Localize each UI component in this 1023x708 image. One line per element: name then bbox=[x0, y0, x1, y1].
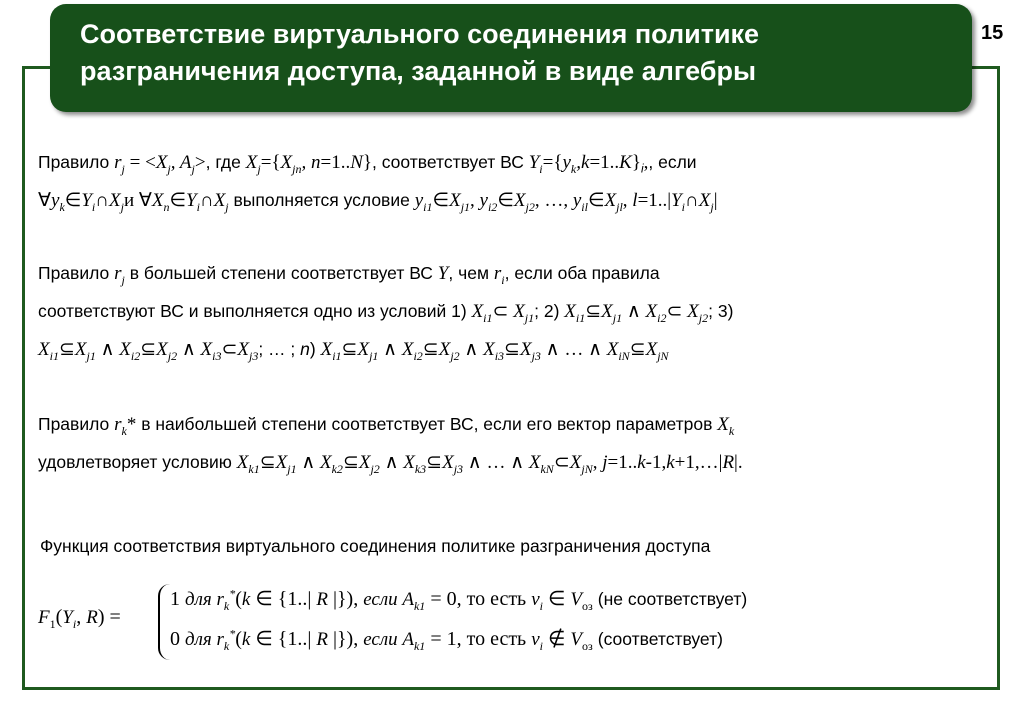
function-label: Функция соответствия виртуального соединения политике разграничения доступа bbox=[40, 536, 711, 556]
formula-case-1: 1 для $r_k^*(k$ ∈ {1..| R |}), если $A_{k1} = 0$, то есть $v_i$ ∈ $V_{оз}$ (не соответствует) bbox=[170, 586, 748, 613]
rule3-line1: Правило $r_k*$ в наибольшей степени соответствует ВС, если его вектор параметров $X_k$ bbox=[38, 414, 735, 438]
rule2-line3: $X_{i1}⊆X_{j1}$ ∧ $X_{i2}⊆X_{j2}$ ∧ $X_{i3}\subset X_{j3}$; … ; n) $X_{i1}⊆X_{j1}$ ∧ $X_{i2}⊆X_{j2}$ ∧ $X_{i3}⊆X_{j3}$ ∧ … ∧ $X_{iN}⊆X_{jN}$ bbox=[38, 339, 669, 363]
slide-title: Соответствие виртуального соединения политике разграничения доступа, заданной в виде алгебры bbox=[80, 19, 760, 86]
formula-lhs: $F_1(Y_i$, R) = bbox=[38, 606, 121, 631]
rule1-line1: Правило $r_j = <X_j$, $A_j>$, где $X_j=\{X_{jn}$, n=1..N}, соответствует ВС $Y_i=\{y_k,k=1..K\}_i$,, если bbox=[38, 152, 697, 176]
rule3-line2: удовлетворяет условию $X_{k1}⊆X_{j1}$ ∧ $X_{k2}⊆X_{j2}$ ∧ $X_{k3}⊆X_{j3}$ ∧ … ∧ $X_{kN}\subset X_{jN}$, j=1..k-1,k+1,…|R|. bbox=[38, 452, 743, 476]
rule2-line2: соответствуют ВС и выполняется одно из условий 1) $X_{i1}\subset$ $X_{j1}$; 2) $X_{i1}⊆X_{j1}$ ∧ $X_{i2}\subset$ $X_{j2}$; 3) bbox=[38, 301, 734, 325]
page-number: 15 bbox=[981, 22, 1004, 44]
rule1-line2: $\forall y_k\in Y_i\cap X_jи$ $\forall X_n\in Y_i\cap X_j$ выполняется условие $y_{i1}\in X_{j1}$, $y_{i2}\in X_{j2}$, …, $y_{il}\in X_{jl}$, $l=1..|Y_i\cap X_j|$ bbox=[38, 190, 718, 214]
rule2-line1: Правило $r_j$ в большей степени соответствует ВС Y, чем $r_i$, если оба правила bbox=[38, 263, 660, 287]
formula-case-2: 0 для $r_k^*(k$ ∈ {1..| R |}), если $A_{k1} = 1$, то есть $v_i$ ∉ $V_{оз}$ (соответствует) bbox=[170, 626, 723, 653]
